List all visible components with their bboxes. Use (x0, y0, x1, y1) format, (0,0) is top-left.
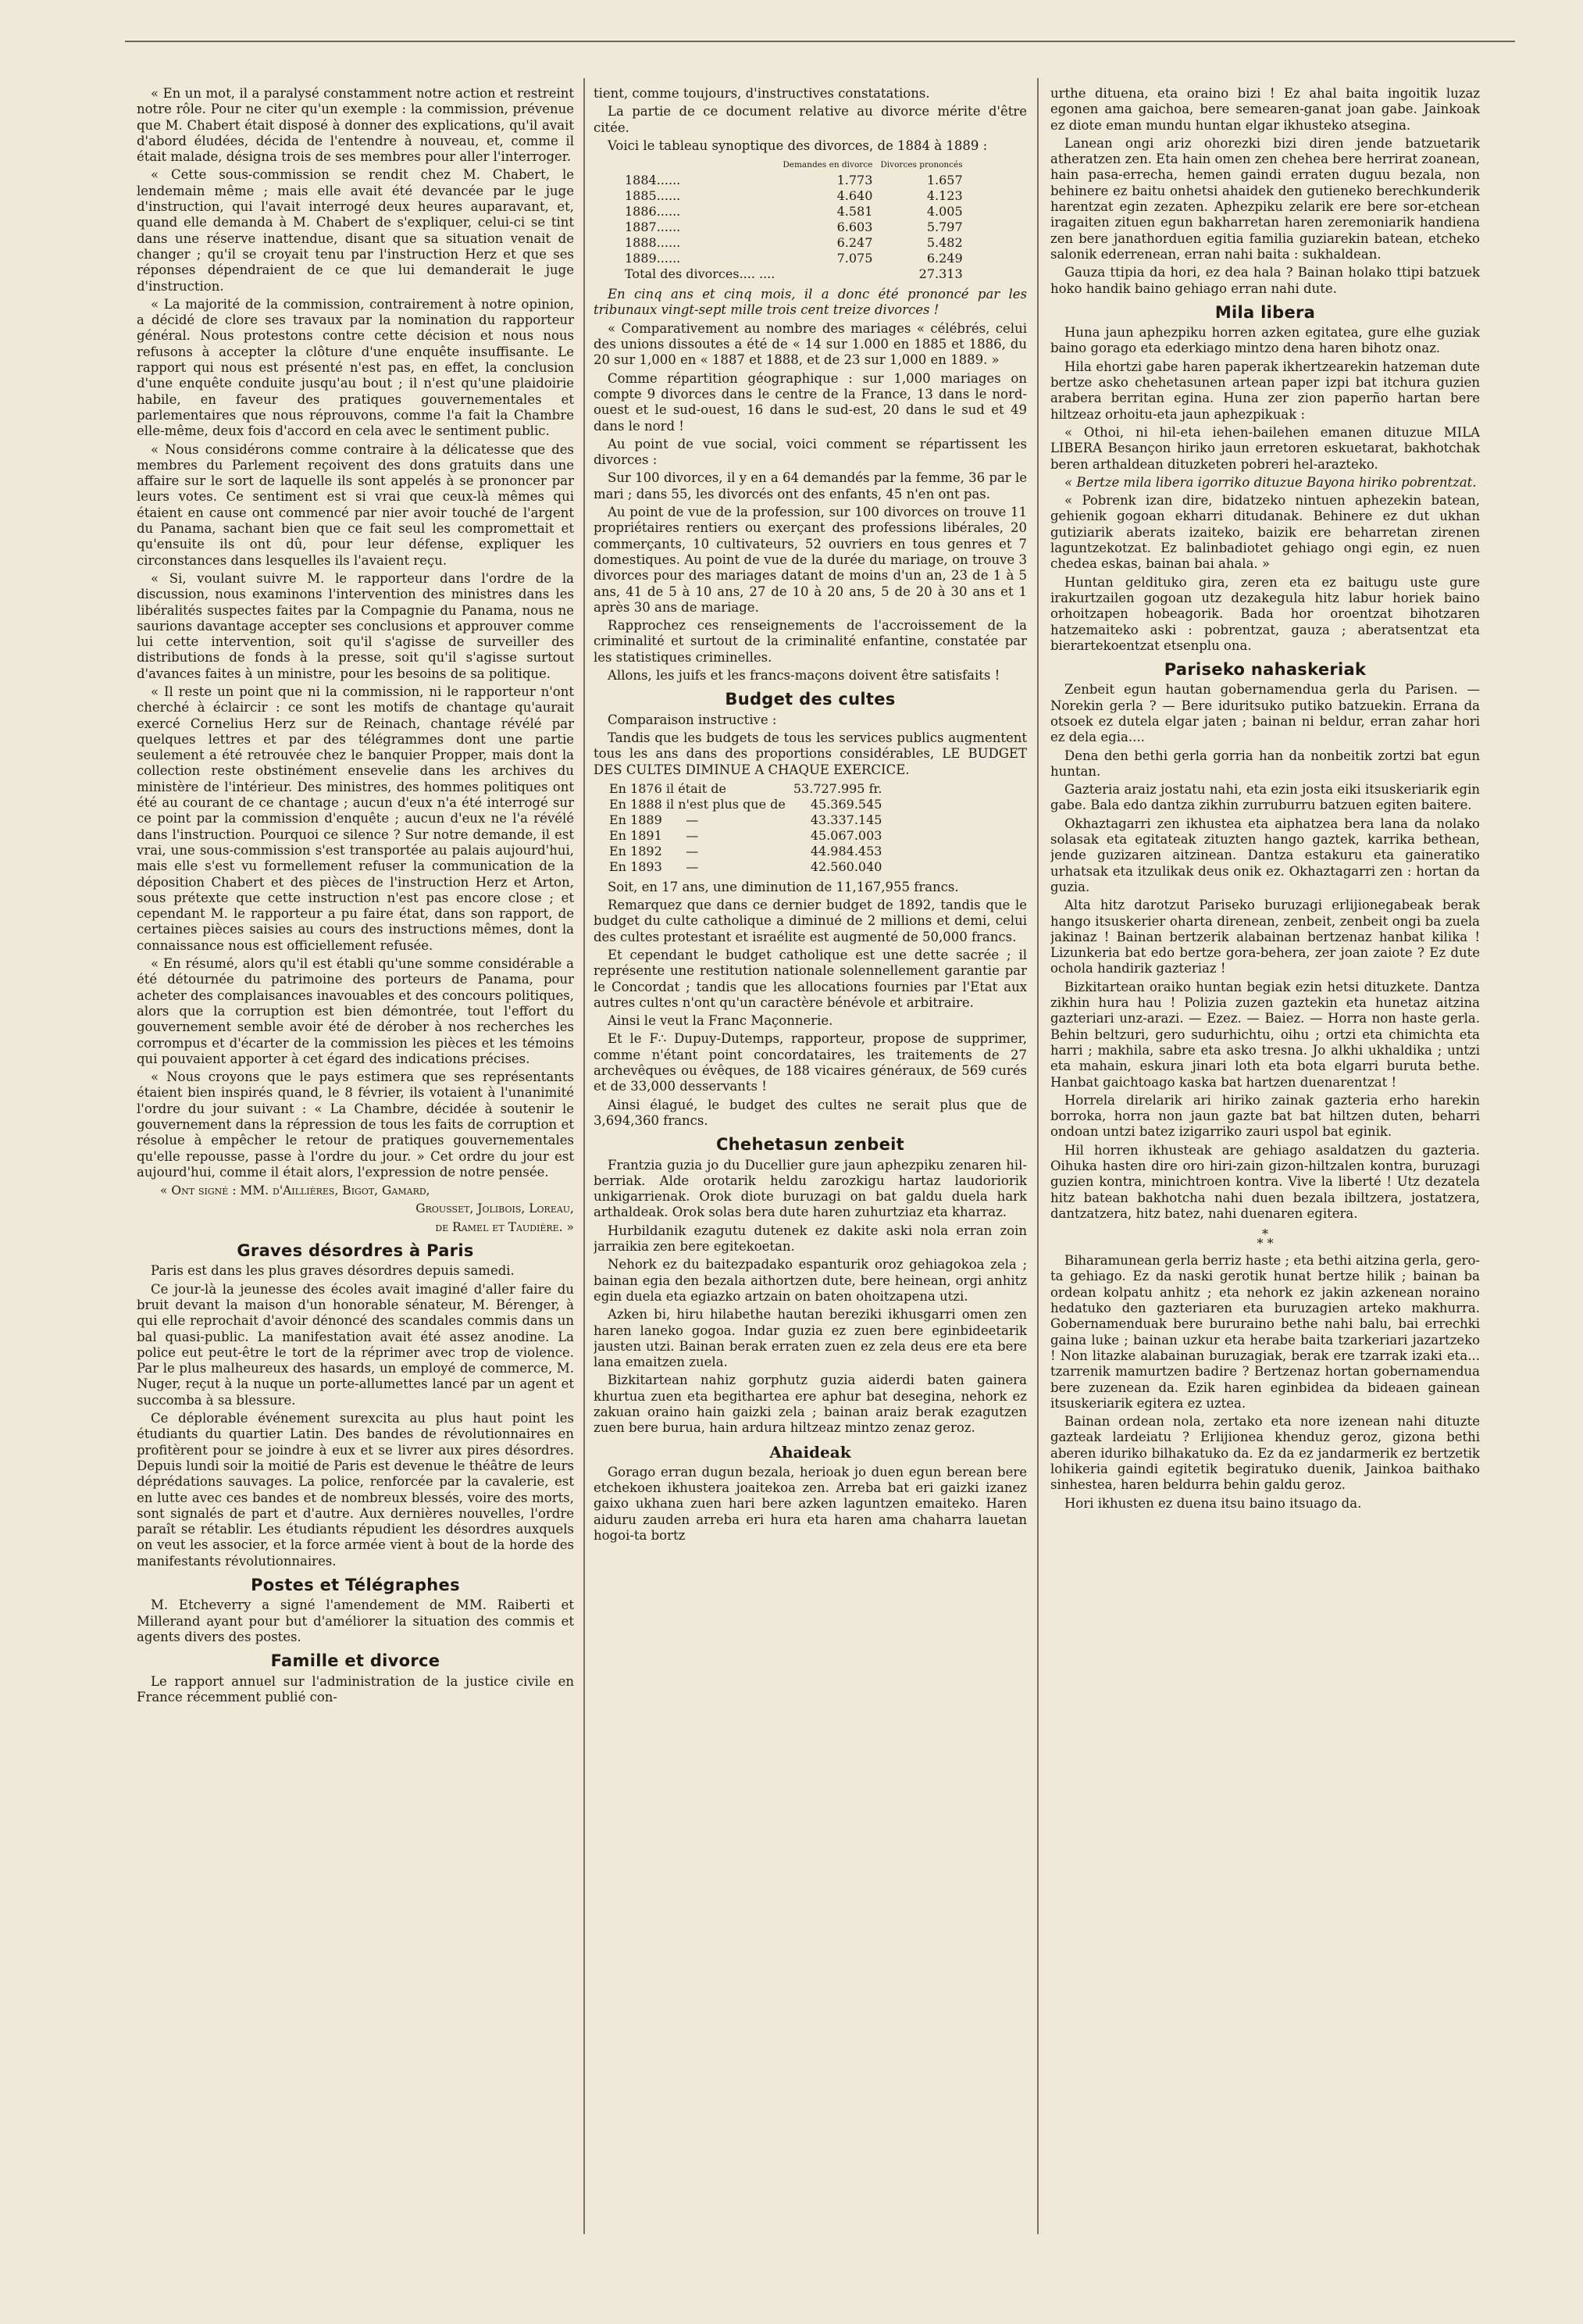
section-heading: Postes et Télégraphes (251, 1576, 460, 1595)
paragraph: Okhaztagarri zen ikhustea eta aiphatzea bera lana da nolako solasak eta egitateak zituzten hango gaztek, karrika bethean, jende guzizaren aitzinean. Dantza estakuru eta gaineratiko urhatsak eta itzulikak deus onik ez. Okhaztagarri zen : hortan da guzia. (1050, 816, 1480, 894)
table-cell: 4.123 (926, 188, 963, 204)
table-cell: 5.482 (926, 235, 963, 251)
table-cell: 45.067.003 (810, 827, 882, 843)
table-cell: 1887...... (625, 220, 681, 235)
table-cell: 5.797 (926, 220, 963, 235)
table-cell: 6.249 (926, 251, 963, 266)
table-cell: 1.657 (926, 173, 963, 188)
table-cell: 1.773 (836, 173, 873, 188)
table-row (625, 220, 971, 235)
paragraph: Tandis que les budgets de tous les services publics augmentent tous les ans dans des proportions considérables, LE BUDGET DES CULTES DIMINUE A CHAQUE EXERCICE. (594, 730, 1027, 777)
table-cell: 44.984.453 (810, 843, 882, 859)
table-cell: 53.727.995 fr. (793, 780, 882, 796)
paragraph: Hori ikhusten ez duena itsu baino itsuago da. (1064, 1495, 1362, 1511)
table-cell: 4.581 (836, 204, 873, 220)
table-cell: Total des divorces.... .... (625, 266, 775, 282)
table-header: Divorces prononcés (880, 160, 963, 170)
paragraph: Remarquez que dans ce dernier budget de 1892, tandis que le budget du culte catholique a diminué de 2 millions et demi, celui des cultes protestant et israélite est augmenté de 50,000 francs. (594, 898, 1027, 944)
section-heading: Pariseko nahaskeriak (1164, 660, 1367, 680)
table-cell: En 1891 — (609, 827, 699, 843)
top-rule (125, 41, 1515, 42)
paragraph: Et cependant le budget catholique est une dette sacrée ; il représente une restitution nationale solennellement garantie par le Concordat ; tandis que les allocations fournies par l'Etat aux autres cultes n'ont qu'un caractère bénévole et arbitraire. (594, 947, 1027, 1010)
table-header: Demandes en divorce (783, 160, 873, 170)
column-divider (1037, 78, 1039, 2234)
paragraph: Nehork ez du baitezpadako espanturik oroz gehiagokoa zela ; bainan egia den bezala aithortzen dute, bere heinean, orgi anhitz egin duela eta egiazko artzain on baten ohoitzapena utzi. (594, 1257, 1027, 1304)
table-cell: 45.369.545 (810, 796, 882, 812)
paragraph: « Bertze mila libera igorriko dituzue Bayona hiriko pobrentzat. (1064, 474, 1477, 490)
table-cell: 4.005 (926, 204, 963, 220)
paragraph: Et le F∴ Dupuy-Dutemps, rapporteur, propose de supprimer, comme n'étant point concordataires, les traitements de 27 archevêques ou évêques, de 188 vicaires généraux, de 569 curés et de 33,000 desservants ! (594, 1031, 1027, 1094)
table-cell: 1889...... (625, 251, 681, 266)
table-cell: En 1893 — (609, 859, 699, 874)
signatories-line: « Ont signé : MM. d'Aillières, Bigot, Gamard, (160, 1183, 430, 1198)
signatories-line: de Ramel et Taudière. » (435, 1219, 574, 1234)
paragraph: Hurbildanik ezagutu dutenek ez dakite aski nola erran zoin jarraikia zen bere egitekoetan. (594, 1223, 1027, 1255)
budget-table (609, 781, 890, 875)
table-cell: En 1876 il était de (609, 780, 726, 796)
paragraph: Comme répartition géographique : sur 1,000 mariages on compte 9 divorces dans le centre de la France, 13 dans le nord-ouest et le sud-ouest, 16 dans le sud-est, 20 dans le sud et 49 dans le nord ! (594, 370, 1027, 434)
paragraph: Frantzia guzia jo du Ducellier gure jaun aphezpiku zenaren hil-berriak. Alde orotarik heldu zarozkigu hartaz laudoriorik unkigarrienak. Orok diote buruzagi on bat galdu duela hark arthaldeak. Orok solas bera dute haren zuhurtziaz eta kharraz. (594, 1157, 1027, 1220)
paragraph: urthe dituena, eta oraino bizi ! Ez ahal baita ingoitik luzaz egonen ama gaichoa, bere semearen-ganat joan gabe. Jainkoak ez diote eman mundu huntan elgar ikhusteko atsegina. (1050, 86, 1480, 133)
table-row (625, 204, 971, 220)
paragraph: « Pobrenk izan dire, bidatzeko nintuen aphezekin batean, gehienik gogoan ekharri ditudanak. Behinere ez dut ukhan gutiziarik aberats izaiteko, baizik ere beharretan zirenen laguntzekotzat. Ez balinbadiotet gehiago ongi egin, ez nuen chedea eskas, bainan bai ahala. » (1050, 493, 1480, 572)
table-row (625, 251, 971, 266)
paragraph: « Cette sous-commission se rendit chez M. Chabert, le lendemain même ; mais elle avait été devancée par le juge d'instruction, qui l'avait interrogé deux heures auparavant, et, quand elle demanda à M. Chabert de s'expliquer, celui-ci se tint dans une réserve inattendue, disant que sa situation venait de changer ; qu'il se croyait tenu par l'instruction Herz et que ses réponses dépendraient de ce que lui demanderait le juge d'instruction. (137, 167, 574, 294)
paragraph: Azken bi, hiru hilabethe hautan bereziki ikhusgarri omen zen haren laneko gogoa. Indar guzia ez zuen bere eginbideetarik jausten utzi. Bainan berak erraten zuen ez zela deus ere eta bere lana emaitzen zuela. (594, 1307, 1027, 1370)
table-cell: 7.075 (836, 251, 873, 266)
section-heading: Famille et divorce (270, 1651, 440, 1671)
paragraph: Zenbeit egun hautan gobernamendua gerla du Parisen. — Norekin gerla ? — Bere iduritsuko putiko batzuekin. Errana da otsoek ez dutela elgar jaten ; bainan ni beldur, erran zahar hori ez dela egia.... (1050, 682, 1480, 745)
table-cell: 1888...... (625, 235, 681, 251)
paragraph: Hila ehortzi gabe haren paperak ikhertzearekin hatzeman dute bertze asko chehetasunen artean paper izpi bat itchura guzien arabera berritan egina. Huna zer zion paperño hartan bere hiltzeaz orhoitu-eta jaun aphezpikuak : (1050, 359, 1480, 422)
paragraph: « Nous considérons comme contraire à la délicatesse que des membres du Parlement reçoivent des dons gratuits dans une affaire sur le sort de laquelle ils sont appelés à se prononcer par leurs votes. Ce sentiment est si vrai que ceux-là mêmes qui étaient en cause ont commencé par nier avoir touché de l'argent du Panama, sachant bien que ce fait seul les compromettait et qu'ensuite ils ont dû, pour leur défense, expliquer les circonstances dans lesquelles ils l'avaient reçu. (137, 441, 574, 568)
table-cell: 42.560.040 (810, 859, 882, 874)
paragraph: Rapprochez ces renseignements de l'accroissement de la criminalité et surtout de la criminalité enfantine, constatée par les statistiques criminelles. (594, 618, 1027, 665)
table-row (609, 781, 890, 797)
table-cell: 6.603 (836, 220, 873, 235)
paragraph: « Si, voulant suivre M. le rapporteur dans l'ordre de la discussion, nous examinons l'intervention des ministres dans les libéralités suspectes faites par la Compagnie du Panama, nous ne saurions davantage accepter ses conclusions et approuver comme lui cette intervention, soit qu'il s'agisse de surveiller des distributions de fonds à la presse, soit qu'il s'agisse surtout d'avances faites à un ministre, pour les besoins de sa politique. (137, 570, 574, 681)
paragraph: Comparaison instructive : (608, 712, 777, 727)
paragraph: Gazteria araiz jostatu nahi, eta ezin josta eiki itsuskeriarik egin gabe. Bala edo dantza zikhin zurruburru batzuen egiten baitere. (1050, 782, 1480, 813)
paragraph: Ce déplorable événement surexcita au plus haut point les étudiants du quartier Latin. Des bandes de révolutionnaires en profitèrent pour se joindre à eux et se livrer aux pires désordres. Depuis lundi soir la moitié de Paris est devenue le théâtre de leurs déprédations sauvages. La police, renforcée par la cavalerie, est en lutte avec ces bandes et de nombreux blessés, voire des morts, sont signalés de part et d'autre. Aux dernières nouvelles, l'ordre paraît se rétablir. Les étudiants répudient les désordres auxquels on veut les associer, et la force armée vient à bout de la horde des manifestants révolutionnaires. (137, 1411, 574, 1569)
table-row (625, 173, 971, 188)
table-cell: 1884...... (625, 173, 681, 188)
column-2 (594, 86, 1027, 2254)
paragraph: Lanean ongi ariz ohorezki bizi diren jende batzuetarik atheratzen zen. Eta hain omen zen chehea bere herrirat zoanean, hain pasa-errecha, hemen gaindi erraten duguu bezala, non behinere ez baitu onhetsi ahaidek den gutieneko berechkunderik harentzat egin zezaten. Aphezpiku zelarik ere bere sor-etchean iragaiten zituen egun bakharretan haren zeremoniarik handiena zen bere janathorduen egitia familia guziarekin batean, etcheko salonik ederrenean, erran nahi baita : sukhaldean. (1050, 135, 1480, 262)
section-separator: * * * (1257, 1226, 1274, 1251)
paragraph: Gorago erran dugun bezala, herioak jo duen egun berean bere etchekoen ikhustera joaitekoa zen. Arreba bat eri gaizki izanez gaixo ukhana zuen hari bere azken laguntzen emaiteko. Haren aiduru zauden arreba eri hura eta haren ama chaharra lauetan hogoi-ta bortz (594, 1464, 1027, 1544)
paragraph: Hil horren ikhusteak are gehiago asaldatzen du gazteria. Oihuka hasten dire oro hiri-zain gizon-hiltzalen kontra, buruzagi guzien kontra, minichtroen kontra. Vive la liberté ! Utz dezatela hitz batean bakhotcha nahi duen bezala ibiltzera, jostatzera, dantzatzera, hitz batez, nahi duenaren egitera. (1050, 1142, 1480, 1221)
paragraph: Gauza ttipia da hori, ez dea hala ? Bainan holako ttipi batzuek hoko handik baino gehiago erran nahi dute. (1050, 265, 1480, 296)
table-row (625, 188, 971, 204)
table-row (609, 812, 890, 828)
paragraph: Dena den bethi gerla gorria han da nonbeitik zortzi bat egun huntan. (1050, 748, 1480, 779)
table-row (609, 797, 890, 812)
paragraph: « Comparativement au nombre des mariages « célébrés, celui des unions dissoutes a été de « 14 sur 1.000 en 1885 et 1886, du 20 sur 1,000 en « 1887 et 1888, et de 23 sur 1,000 en 1889. » (594, 320, 1027, 368)
paragraph: « Nous croyons que le pays estimera que ses représentants étaient bien inspirés quand, le 8 février, ils votaient à l'unanimité l'ordre du jour suivant : « La Chambre, décidée à soutenir le gouvernement dans la répression de tous les faits de corruption et résolue à empêcher le retour de pratiques gouvernementales qu'elle repousse, passe à l'ordre du jour. » Cet ordre du jour est aujourd'hui, comme il était alors, l'expression de notre pensée. (137, 1069, 574, 1180)
paragraph: Au point de vue social, voici comment se répartissent les divorces : (594, 436, 1027, 468)
table-cell: 1885...... (625, 188, 681, 204)
table-row (609, 844, 890, 859)
table-cell: En 1892 — (609, 843, 699, 859)
signatories-line: Grousset, Jolibois, Loreau, (415, 1201, 574, 1216)
paragraph: En cinq ans et cinq mois, il a donc été prononcé par les tribunaux vingt-sept mille trois cent treize divorces ! (594, 287, 1027, 318)
column-divider (583, 78, 585, 2234)
table-row (609, 859, 890, 875)
paragraph: Biharamunean gerla berriz haste ; eta bethi aitzina gerla, gero-ta gehiago. Ez da naski gerotik hunat bertze hilik ; bainan ba ordean kolpatu anhitz ; eta nehork ez jakin azkenean noraino hedatuko den gazteriaren eta buruzagien arteko makhurra. Gobernamenduak bere bururaino bethe nahi balu, bai errechki gaina luke ; bainan uzkur eta herabe baita tzarkeriari jazartzeko ! Non litazke alabainan buruzagiak, berak ere tzarrak izaki eta... tzarrenik mamurtzen badire ? Bertzenaz hortan gobernamendua bere zuzenean da. Ezik haren eginbidea da bideaen gainean itsuskeriarik egitera ez uztea. (1050, 1253, 1480, 1411)
paragraph: tient, comme toujours, d'instructives constatations. (594, 86, 930, 101)
section-heading: Chehetasun zenbeit (715, 1135, 905, 1155)
column-1 (137, 86, 574, 2254)
paragraph: Ce jour-là la jeunesse des écoles avait imaginé d'aller faire du bruit devant la maison d'un honorable sénateur, M. Bérenger, à qui elle reprochait d'avoir dénoncé des scandales commis dans un bal quasi-public. La manifestation avait été assez anodine. La police eut peut-être le tort de la réprimer avec trop de violence. Par le plus malheureux des hasards, un employé de commerce, M. Nuger, reçut à la nuque un porte-allumettes lancé par un agent et succomba à sa blessure. (137, 1281, 574, 1408)
table-cell: 43.337.145 (810, 812, 882, 827)
paragraph: « En un mot, il a paralysé constamment notre action et restreint notre rôle. Pour ne citer qu'un exemple : la commission, prévenue que M. Chabert était disposé à donner des explications, qu'il avait d'abord éludées, décida de l'entendre à nouveau, et, comme il était malade, désigna trois de ses membres pour aller l'interroger. (137, 86, 574, 165)
paragraph: Ainsi élagué, le budget des cultes ne serait plus que de 3,694,360 francs. (594, 1097, 1027, 1128)
paragraph: Horrela direlarik ari hiriko zainak gazteria erho harekin borroka, horra non jaun gazte bat bat hiltzen duten, beharri ondoan untzi batez izigarriko zauri uspol bat eginik. (1050, 1092, 1480, 1140)
section-heading: Graves désordres à Paris (237, 1241, 474, 1261)
paragraph: « Il reste un point que ni la commission, ni le rapporteur n'ont cherché à éclaircir : ce sont les motifs de chantage qu'aurait exercé Cornelius Herz sur de Reinach, chantage révélé par quelques lettres et par des télégrammes dont une partie seulement a été retrouvée chez le banquier Propper, mais dont la collection reste obstinément ensevelie dans les archives du ministère de l'intérieur. Des ministres, des hommes politiques ont été au courant de ce chantage ; aucun d'eux n'a été interrogé sur ce point par la commission d'enquête ; aucun d'eux ne l'a révélé dans l'instruction. Pourquoi ce silence ? Sur notre demande, il est vrai, une sous-commission s'est transportée au palais aujourd'hui, mais elle s'est vu formellement refuser la communication de la déposition Chabert et des pièces de l'instruction Herz et Arton, sous prétexte que cette instruction n'est pas encore close ; et cependant M. le rapporteur a pu faire état, dans son rapport, de certaines pièces saisies au cours des instructions mêmes, dont la connaissance nous est officiellement refusée. (137, 684, 574, 953)
paragraph: Sur 100 divorces, il y en a 64 demandés par la femme, 36 par le mari ; dans 55, les divorcés ont des enfants, 45 n'en ont pas. (594, 470, 1027, 502)
paragraph: « Othoi, ni hil-eta iehen-bailehen emanen dituzue MILA LIBERA Besançon hiriko jaun erretoren eskuetarat, bakhotchak beren arthaldean dituzketen pobreri hel-arazteko. (1050, 424, 1480, 472)
divorce-table (625, 157, 971, 282)
paragraph: Huntan geldituko gira, zeren eta ez baitugu uste gure irakurtzailen gogoan utz dezakegula hitz labur horiek baino orhoitzapen hobeagorik. Bada hor oroentzat bihotzaren hatzemaiteko aski : pobrentzat, gauza ; aberatsentzat eta bierartekoentzat etsenplu ona. (1050, 574, 1480, 653)
paragraph: Soit, en 17 ans, une diminution de 11,167,955 francs. (608, 879, 959, 894)
table-row (609, 828, 890, 844)
paragraph: Paris est dans les plus graves désordres depuis samedi. (151, 1263, 515, 1279)
paragraph: M. Etcheverry a signé l'amendement de MM. Raiberti et Millerand ayant pour but d'améliorer la situation des commis et agents divers des postes. (137, 1598, 574, 1644)
paragraph: Allons, les juifs et les francs-maçons doivent être satisfaits ! (608, 668, 1000, 684)
paragraph: Au point de vue de la profession, sur 100 divorces on trouve 11 propriétaires rentiers ou exerçant des professions libérales, 20 commerçants, 10 cultivateurs, 52 ouvriers en tous genres et 7 domestiques. Au point de vue de la durée du mariage, on trouve 3 divorces pour des mariages datant de moins d'un an, 23 de 1 à 5 ans, 41 de 5 à 10 ans, 27 de 10 à 20 ans, 5 de 20 à 30 ans et 1 après 30 ans de mariage. (594, 505, 1027, 615)
section-heading: Ahaideak (769, 1442, 851, 1462)
paragraph: Alta hitz darotzut Pariseko buruzagi erlijionegabeak berak hango itsuskerier oharta direnean, zenbeit, zenbeit ongi ba zuela jakinaz ! Bainan bertzerik alabainan bertzenaz hanbat kilika ! Lizunkeria bat edo bertze gora-behera, zer joan zaiote ? Ez dute ochola handirik gazteriaz ! (1050, 898, 1480, 976)
paragraph: Bizkitartean oraiko huntan begiak ezin hetsi dituzkete. Dantza zikhin hura hau ! Polizia zuzen gaztekin eta hunetaz aitzina gazteriari unz-arazi. — Ezez. — Baiez. — Horra non haste gerla. Behin beltzuri, gero sudurhichtu, oihu ; ortzi eta chimichta eta harri ; makhila, sabre eta asko tresna. Jo alkhi ukhaldika ; untzi eta mahain, eskura jinari loth eta bota elgarri buruta bethe. Hanbat gaichtoago kaska bat hartzen duenarentzat ! (1050, 979, 1480, 1090)
paragraph: « La majorité de la commission, contrairement à notre opinion, a décidé de clore ses travaux par la nomination du rapporteur général. Nous protestons contre cette décision et nous nous refusons à accepter la clôture d'une enquête insuffisante. Le rapport qui nous est présenté n'est pas, en effet, la conclusion d'une enquête conduite jusqu'au bout ; il n'est qu'une plaidoirie habile, en faveur des pratiques gouvernementales et parlementaires que nous réprouvons, comme l'a fait la Chambre elle-même, deux fois d'accord en cela avec le sentiment public. (137, 296, 574, 439)
table-cell: En 1888 il n'est plus que de (609, 796, 786, 812)
paragraph: Huna jaun aphezpiku horren azken egitatea, gure elhe guziak baino gorago eta ederkiago mintzo dena haren bihotz onaz. (1050, 325, 1480, 356)
paragraph: Bizkitartean nahiz gorphutz guzia aiderdi baten gainera khurtua zuen eta begithartea ere aphur bat desegina, nehork ez zakuan oraino hain gaizki zela ; bainan araiz berak ezagutzen zuen bere burua, hain ardura hiltzeaz mintzo zenaz geroz. (594, 1373, 1027, 1436)
paragraph: La partie de ce document relative au divorce mérite d'être citée. (594, 104, 1027, 135)
paragraph: Ainsi le veut la Franc Maçonnerie. (608, 1013, 833, 1029)
section-heading: Budget des cultes (725, 690, 896, 709)
column-3 (1050, 86, 1480, 2254)
table-total-row (625, 266, 971, 282)
section-heading: Mila libera (1214, 302, 1316, 322)
table-cell: En 1889 — (609, 812, 699, 827)
table-cell: 1886...... (625, 204, 681, 220)
paragraph: « En résumé, alors qu'il est établi qu'une somme considérable a été détournée du patrimoine des porteurs de Panama, pour acheter des complaisances inavouables et des concours politiques, alors que la corruption est bien démontrée, tout l'effort du gouvernement semble avoir été de dérober à nos recherches les corrompus et d'écarter de la commission les pièces et les témoins qui pouvaient apporter à cet égard des indications précises. (137, 956, 574, 1066)
paragraph: Bainan ordean nola, zertako eta nore izenean nahi dituzte gazteak lardeiatu ? Erlijionea khenduz geroz, gizona bethi aberen iduriko bilhakatuko da. Ez da ez jandarmerik ez bertzetik lohikeria gaindi egitetik begiratuko duenik, Jainkoa baithako sinhestea, haren beldurra behin galdu geroz. (1050, 1414, 1480, 1493)
table-cell: 27.313 (918, 266, 963, 282)
paragraph: Voici le tableau synoptique des divorces, de 1884 à 1889 : (608, 137, 988, 153)
table-cell: 4.640 (836, 188, 873, 204)
table-cell: 6.247 (836, 235, 873, 251)
table-row (625, 235, 971, 251)
paragraph: Le rapport annuel sur l'administration de la justice civile en France récemment publié con- (137, 1673, 574, 1705)
